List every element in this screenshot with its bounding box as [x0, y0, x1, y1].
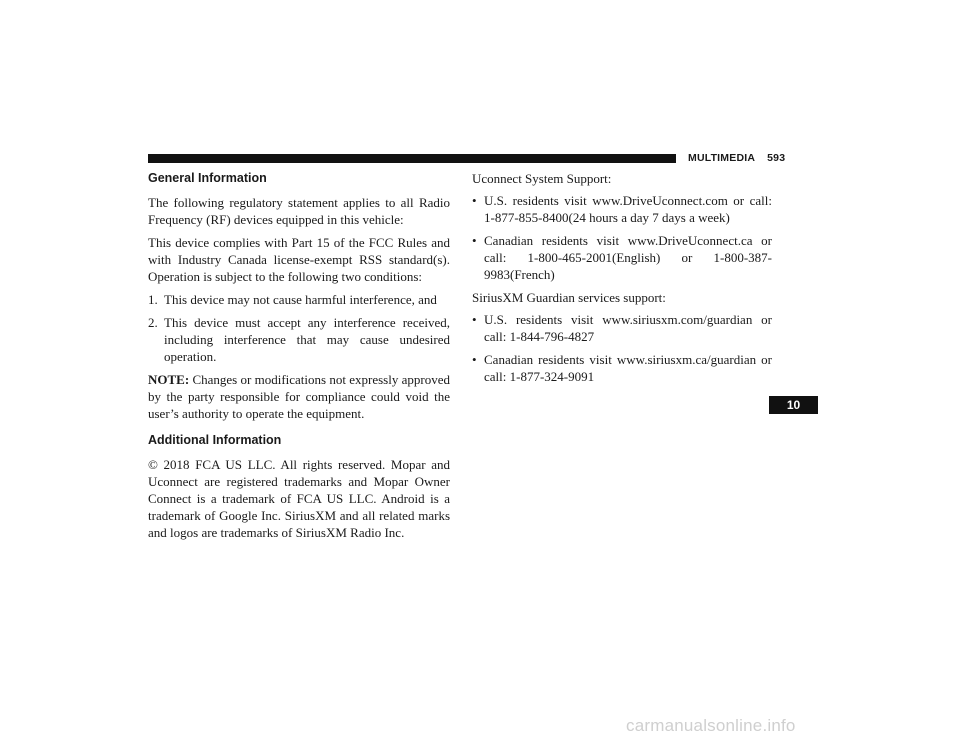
uconnect-support-label: Uconnect System Support:	[472, 171, 612, 186]
condition-text: This device may not cause harmful interference, and	[164, 292, 437, 307]
bullet-icon: •	[472, 312, 477, 327]
bullet-icon: •	[472, 352, 477, 367]
note-label: NOTE:	[148, 372, 190, 387]
note-text: Changes or modifications not expressly approved by the party responsible for compliance could void the user’s authority to operate the equipment.	[148, 372, 450, 421]
running-header	[688, 152, 785, 164]
page-number: 593	[767, 152, 786, 164]
list-item	[472, 311, 772, 345]
note-paragraph	[148, 371, 450, 422]
chapter-tab[interactable]: 10	[769, 396, 818, 414]
siriusxm-support-label: SiriusXM Guardian services support:	[472, 290, 666, 305]
heading-additional-information: Additional Information	[148, 433, 282, 447]
siriusxm-us-support: U.S. residents visit www.siriusxm.com/guardian or call: 1-844-796-4827	[484, 312, 772, 344]
condition-item-2	[148, 314, 450, 365]
paragraph-compliance: This device complies with Part 15 of the FCC Rules and with Industry Canada license-exempt RSS standard(s). Operation is subject to the following two conditions:	[148, 235, 450, 284]
header-rule	[148, 154, 676, 163]
condition-item-1	[148, 291, 450, 308]
siriusxm-canada-support: Canadian residents visit www.siriusxm.ca/guardian or call: 1-877-324-9091	[484, 352, 772, 384]
list-item	[472, 192, 772, 226]
left-column	[148, 170, 450, 547]
condition-text: This device must accept any interference received, including interference that may cause undesired operation.	[164, 315, 450, 364]
bullet-icon: •	[472, 233, 477, 248]
list-item	[472, 351, 772, 385]
watermark: carmanualsonline.info	[626, 716, 796, 735]
uconnect-us-support: U.S. residents visit www.DriveUconnect.com or call: 1-877-855-8400(24 hours a day 7 days a week)	[484, 193, 772, 225]
bullet-icon: •	[472, 193, 477, 208]
section-title: MULTIMEDIA	[688, 152, 756, 164]
list-item	[472, 232, 772, 283]
condition-number: 1.	[148, 292, 158, 307]
paragraph-trademarks: © 2018 FCA US LLC. All rights reserved. Mopar and Uconnect are registered trademarks and Mopar Owner Connect is a trademark of FCA US LLC. Android is a trademark of Google Inc. SiriusXM and all related marks and logos are trademarks of SiriusXM Radio Inc.	[148, 457, 450, 540]
heading-general-information: General Information	[148, 171, 267, 185]
uconnect-canada-support: Canadian residents visit www.DriveUconnect.ca or call: 1-800-465-2001(English) or 1-800-387-9983(French)	[484, 233, 772, 282]
paragraph-regulatory-statement: The following regulatory statement applies to all Radio Frequency (RF) devices equipped in this vehicle:	[148, 195, 450, 227]
right-column	[472, 170, 772, 391]
condition-number: 2.	[148, 315, 158, 330]
